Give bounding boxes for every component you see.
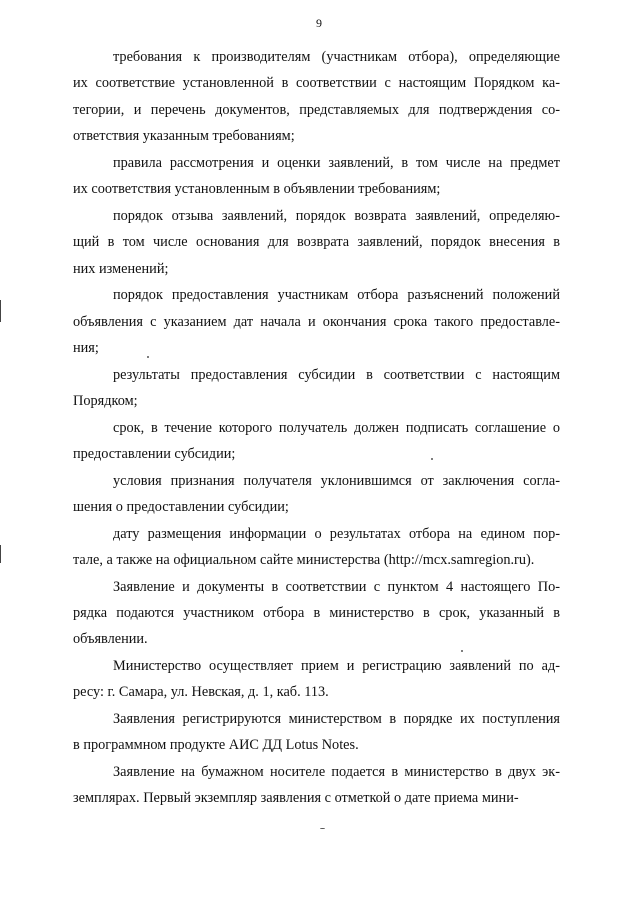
text-line: ответствия указанным требованиям; [73,128,295,144]
text-line: в программном продукте АИС ДД Lotus Notes. [73,737,359,753]
text-line: тале, а также на официальном сайте министерства (http://mcx.samregion.ru). [73,552,535,568]
text-line: их соответствия установленным в объявлении требованиям; [73,181,441,197]
text-line: объявления с указанием дат начала и окончания срока такого предоставле- [73,314,560,330]
page-number: 9 [316,16,322,30]
text-line: ресу: г. Самара, ул. Невская, д. 1, каб. 113. [73,684,329,700]
text-line: Порядком; [73,393,138,409]
text-line: Министерство осуществляет прием и регистрацию заявлений по ад- [113,658,560,674]
text-line: их соответствие установленной в соответствии с настоящим Порядком ка- [73,75,560,91]
text-line: порядок отзыва заявлений, порядок возврата заявлений, определяю- [113,208,560,224]
text-line: правила рассмотрения и оценки заявлений, в том числе на предмет [113,155,560,171]
text-line: них изменений; [73,261,169,277]
scan-speck [431,458,433,460]
scan-speck [461,650,463,652]
text-line: требования к производителям (участникам отбора), определяющие [113,49,560,65]
text-line: земплярах. Первый экземпляр заявления с отметкой о дате приема мини- [73,790,519,806]
text-line: результаты предоставления субсидии в соответствии с настоящим [113,367,560,383]
text-line: предоставлении субсидии; [73,446,236,462]
text-line: Заявление и документы в соответствии с пунктом 4 настоящего По- [113,579,560,595]
text-line: шения о предоставлении субсидии; [73,499,289,515]
text-line: тегории, и перечень документов, представляемых для подтверждения со- [73,102,560,118]
text-line: условия признания получателя уклонившимся от заключения согла- [113,473,560,489]
text-line: объявлении. [73,631,148,647]
scan-edge-left [0,300,1,322]
text-line: щий в том числе основания для возврата заявлений, порядок внесения в [73,234,560,250]
text-line: порядок предоставления участникам отбора разъяснений положений [113,287,560,303]
text-line: рядка подаются участником отбора в министерство в срок, указанный в [73,605,560,621]
scan-edge-left [0,545,1,563]
scan-speck [320,828,325,829]
scan-speck [147,356,149,358]
text-line: срок, в течение которого получатель должен подписать соглашение о [113,420,560,436]
text-line: Заявления регистрируются министерством в порядке их поступления [113,711,560,727]
text-line: Заявление на бумажном носителе подается в министерство в двух эк- [113,764,560,780]
text-line: дату размещения информации о результатах отбора на едином пор- [113,526,560,542]
text-line: ния; [73,340,99,356]
